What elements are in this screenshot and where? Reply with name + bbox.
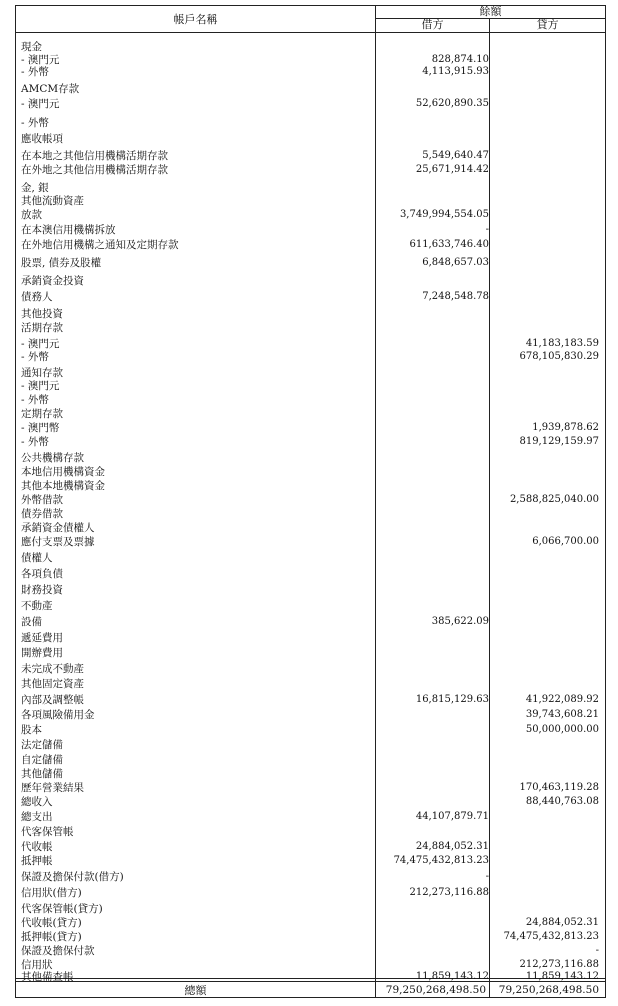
account-name: 各項負債 bbox=[21, 568, 63, 580]
account-name: 抵押帳(貸方) bbox=[21, 931, 82, 943]
account-name: 信用狀 bbox=[21, 959, 53, 971]
credit-amount: 74,475,432,813.23 bbox=[503, 931, 599, 942]
account-name: 現金 bbox=[21, 41, 42, 53]
table-row bbox=[16, 182, 605, 194]
table-row bbox=[16, 257, 605, 269]
table-row bbox=[16, 855, 605, 867]
account-name: 不動產 bbox=[21, 600, 53, 612]
account-name: 財務投資 bbox=[21, 584, 63, 596]
account-name: 其他儲備 bbox=[21, 768, 63, 780]
account-name: 信用狀(借方) bbox=[21, 887, 82, 899]
table-row bbox=[16, 380, 605, 392]
trial-balance-table bbox=[15, 5, 606, 998]
debit-amount: 6,848,657.03 bbox=[422, 257, 489, 268]
account-name: 債券借款 bbox=[21, 508, 63, 520]
account-name: 本地信用機構資金 bbox=[21, 466, 105, 478]
account-name: 活期存款 bbox=[21, 322, 63, 334]
account-name: 債務人 bbox=[21, 291, 53, 303]
table-row bbox=[16, 903, 605, 915]
account-name: 代客保管帳(貸方) bbox=[21, 903, 103, 915]
account-name: 保證及擔保付款(借方) bbox=[21, 871, 124, 883]
account-name: 抵押帳 bbox=[21, 855, 53, 867]
table-row bbox=[16, 739, 605, 751]
table-row bbox=[16, 536, 605, 548]
table-row bbox=[16, 224, 605, 236]
table-row bbox=[16, 351, 605, 363]
account-name: 代收帳 bbox=[21, 841, 53, 853]
account-name: 公共機構存款 bbox=[21, 452, 84, 464]
credit-amount: 678,105,830.29 bbox=[519, 351, 599, 362]
credit-amount: 1,939,878.62 bbox=[532, 422, 599, 433]
table-row bbox=[16, 291, 605, 303]
account-name: 其他流動資產 bbox=[21, 195, 84, 207]
account-name: - 外幣 bbox=[21, 66, 49, 78]
debit-amount: 828,874.10 bbox=[431, 54, 489, 65]
account-name: 承銷資金投資 bbox=[21, 275, 84, 287]
table-row bbox=[16, 394, 605, 406]
debit-amount: 3,749,994,554.05 bbox=[399, 209, 489, 220]
table-row bbox=[16, 338, 605, 350]
table-row bbox=[16, 768, 605, 780]
table-row bbox=[16, 480, 605, 492]
account-name: - 外幣 bbox=[21, 117, 49, 129]
table-row bbox=[16, 931, 605, 943]
debit-amount: 212,273,116.88 bbox=[409, 887, 489, 898]
table-row bbox=[16, 239, 605, 251]
account-name: 應付支票及票據 bbox=[21, 536, 95, 548]
total-debit: 79,250,268,498.50 bbox=[385, 984, 486, 996]
table-row bbox=[16, 308, 605, 320]
credit-amount: 39,743,608.21 bbox=[525, 709, 599, 720]
credit-amount: 2,588,825,040.00 bbox=[509, 494, 599, 505]
table-row bbox=[16, 971, 605, 983]
debit-amount: 52,620,890.35 bbox=[415, 98, 489, 109]
account-name: 遞延費用 bbox=[21, 632, 63, 644]
table-row bbox=[16, 275, 605, 287]
table-row bbox=[16, 552, 605, 564]
account-name: - 外幣 bbox=[21, 351, 49, 363]
table-row bbox=[16, 632, 605, 644]
account-name: 代收帳(貸方) bbox=[21, 917, 82, 929]
account-name: 總支出 bbox=[21, 811, 53, 823]
debit-amount: 24,884,052.31 bbox=[415, 841, 489, 852]
account-name: 開辦費用 bbox=[21, 647, 63, 659]
debit-amount: 44,107,879.71 bbox=[415, 811, 489, 822]
table-row bbox=[16, 647, 605, 659]
table-row bbox=[16, 782, 605, 794]
account-name: 金, 銀 bbox=[21, 182, 49, 194]
debit-amount: 611,633,746.40 bbox=[409, 239, 489, 250]
table-row bbox=[16, 164, 605, 176]
account-name: - 澳門幣 bbox=[21, 422, 60, 434]
account-name: 未完成不動產 bbox=[21, 663, 84, 675]
account-name: 各項風險備用金 bbox=[21, 709, 95, 721]
account-name: 股本 bbox=[21, 724, 42, 736]
header-credit: 貸方 bbox=[536, 18, 559, 31]
account-name: 放款 bbox=[21, 209, 42, 221]
table-row bbox=[16, 568, 605, 580]
account-name: 在外地信用機構之通知及定期存款 bbox=[21, 239, 179, 251]
debit-amount: 11,859,143.12 bbox=[415, 971, 489, 982]
account-name: 股票, 債券及股權 bbox=[21, 257, 102, 269]
credit-amount: 41,183,183.59 bbox=[525, 338, 599, 349]
table-row bbox=[16, 367, 605, 379]
table-row bbox=[16, 150, 605, 162]
table-row bbox=[16, 133, 605, 145]
account-name: - 澳門元 bbox=[21, 98, 60, 110]
debit-amount: 5,549,640.47 bbox=[422, 150, 489, 161]
debit-amount: 16,815,129.63 bbox=[415, 694, 489, 705]
table-row bbox=[16, 452, 605, 464]
table-row bbox=[16, 811, 605, 823]
account-name: 其他投資 bbox=[21, 308, 63, 320]
debit-amount: - bbox=[485, 224, 489, 235]
account-name: 債權人 bbox=[21, 552, 53, 564]
table-row bbox=[16, 209, 605, 221]
account-name: 在本澳信用機構拆放 bbox=[21, 224, 116, 236]
debit-amount: 25,671,914.42 bbox=[415, 164, 489, 175]
account-name: 通知存款 bbox=[21, 367, 63, 379]
credit-amount: - bbox=[595, 945, 599, 956]
account-name: 在本地之其他信用機構活期存款 bbox=[21, 150, 168, 162]
account-name: 定期存款 bbox=[21, 408, 63, 420]
credit-amount: 41,922,089.92 bbox=[525, 694, 599, 705]
credit-amount: 24,884,052.31 bbox=[525, 917, 599, 928]
credit-amount: 50,000,000.00 bbox=[525, 724, 599, 735]
total-credit: 79,250,268,498.50 bbox=[498, 984, 599, 996]
account-name: 自定儲備 bbox=[21, 754, 63, 766]
table-row bbox=[16, 422, 605, 434]
table-row bbox=[16, 724, 605, 736]
account-name: 歷年營業結果 bbox=[21, 782, 84, 794]
credit-amount: 170,463,119.28 bbox=[519, 782, 599, 793]
account-name: - 外幣 bbox=[21, 436, 49, 448]
table-row bbox=[16, 709, 605, 721]
table-row bbox=[16, 54, 605, 66]
table-row bbox=[16, 522, 605, 534]
table-row bbox=[16, 694, 605, 706]
debit-amount: 4,113,915.93 bbox=[422, 66, 489, 77]
table-row bbox=[16, 600, 605, 612]
account-name: 保證及擔保付款 bbox=[21, 945, 95, 957]
table-row bbox=[16, 494, 605, 506]
credit-amount: 6,066,700.00 bbox=[532, 536, 599, 547]
debit-amount: - bbox=[485, 871, 489, 882]
table-row bbox=[16, 826, 605, 838]
header-bottom-line bbox=[16, 32, 605, 33]
credit-amount: 11,859,143.12 bbox=[525, 971, 599, 982]
table-row bbox=[16, 754, 605, 766]
header-balance: 餘額 bbox=[479, 5, 502, 18]
header-account-name: 帳戶名稱 bbox=[173, 13, 218, 26]
table-row bbox=[16, 584, 605, 596]
table-row bbox=[16, 83, 605, 95]
account-name: 內部及調整帳 bbox=[21, 694, 84, 706]
account-name: 在外地之其他信用機構活期存款 bbox=[21, 164, 168, 176]
account-name: 承銷資金債權人 bbox=[21, 522, 95, 534]
account-name: - 澳門元 bbox=[21, 54, 60, 66]
account-name: AMCM存款 bbox=[21, 83, 80, 95]
credit-amount: 819,129,159.97 bbox=[519, 436, 599, 447]
table-row bbox=[16, 408, 605, 420]
account-name: 其他備查帳 bbox=[21, 971, 74, 983]
account-name: 法定儲備 bbox=[21, 739, 63, 751]
table-row bbox=[16, 959, 605, 971]
table-row bbox=[16, 508, 605, 520]
account-name: - 澳門元 bbox=[21, 380, 60, 392]
account-name: 代客保管帳 bbox=[21, 826, 74, 838]
account-name: - 外幣 bbox=[21, 394, 49, 406]
table-row bbox=[16, 195, 605, 207]
table-row bbox=[16, 466, 605, 478]
table-row bbox=[16, 678, 605, 690]
account-name: 設備 bbox=[21, 616, 42, 628]
table-row bbox=[16, 117, 605, 129]
account-name: 其他本地機構資金 bbox=[21, 480, 105, 492]
debit-amount: 385,622.09 bbox=[431, 616, 489, 627]
total-label: 總額 bbox=[184, 984, 207, 997]
table-row bbox=[16, 945, 605, 957]
table-row bbox=[16, 322, 605, 334]
total-row bbox=[16, 983, 605, 998]
table-row bbox=[16, 98, 605, 110]
account-name: 外幣借款 bbox=[21, 494, 63, 506]
table-row bbox=[16, 917, 605, 929]
table-row bbox=[16, 871, 605, 883]
account-name: 應收帳項 bbox=[21, 133, 63, 145]
table-row bbox=[16, 41, 605, 53]
table-row bbox=[16, 436, 605, 448]
account-name: 其他固定資產 bbox=[21, 678, 84, 690]
debit-amount: 74,475,432,813.23 bbox=[393, 855, 489, 866]
table-row bbox=[16, 663, 605, 675]
debit-amount: 7,248,548.78 bbox=[422, 291, 489, 302]
account-name: 總收入 bbox=[21, 796, 53, 808]
header-debit: 借方 bbox=[421, 18, 444, 31]
table-row bbox=[16, 616, 605, 628]
table-row bbox=[16, 796, 605, 808]
table-row bbox=[16, 66, 605, 78]
credit-amount: 88,440,763.08 bbox=[525, 796, 599, 807]
credit-amount: 212,273,116.88 bbox=[519, 959, 599, 970]
table-row bbox=[16, 841, 605, 853]
account-name: - 澳門元 bbox=[21, 338, 60, 350]
table-row bbox=[16, 887, 605, 899]
